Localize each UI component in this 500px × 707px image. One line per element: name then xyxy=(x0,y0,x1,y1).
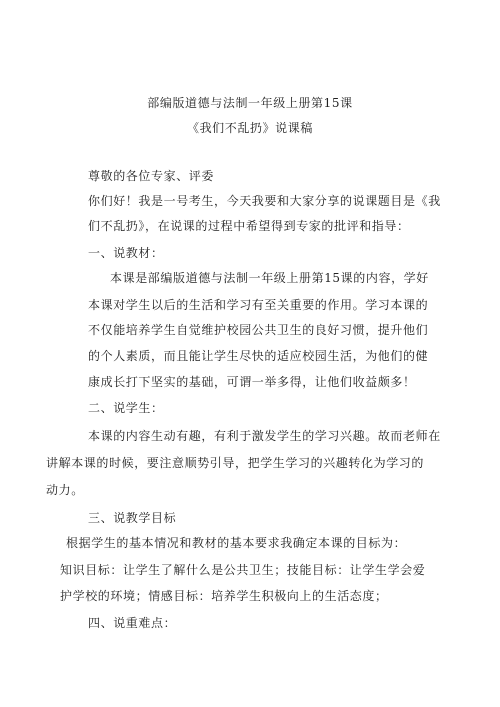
section-3-line-2: 知识目标：让学生了解什么是公共卫生；技能目标：让学生学会爱 xyxy=(60,563,426,577)
section-1-line-1: 本课是部编版道德与法制一年级上册第15课的内容，学好 xyxy=(110,271,429,285)
section-1-line-5: 康成长打下坚实的基础，可谓一举多得，让他们收益颇多！ xyxy=(88,375,416,389)
section-2-line-2: 讲解本课的时候，要注意顺势引导，把学生学习的兴趣转化为学习的 xyxy=(46,456,425,470)
section-2-line-3: 动力。 xyxy=(46,483,84,497)
section-3-line-1: 根据学生的基本情况和教材的基本要求我确定本课的目标为： xyxy=(66,536,407,550)
section-4-heading: 四、说重难点： xyxy=(88,616,177,630)
intro-line-1: 你们好！我是一号考生，今天我要和大家分享的说课题目是《我 xyxy=(88,194,441,208)
intro-line-2: 们不乱扔》，在说课的过程中希望得到专家的批评和指导： xyxy=(88,219,410,233)
section-1-line-2: 本课对学生以后的生活和学习有至关重要的作用。学习本课的 xyxy=(88,298,429,312)
greeting: 尊敬的各位专家、评委 xyxy=(88,169,215,183)
section-1-line-4: 的个人素质，而且能让学生尽快的适应校园生活，为他们的健 xyxy=(88,349,429,363)
document-title: 部编版道德与法制一年级上册第15课 xyxy=(147,96,353,110)
section-3-heading: 三、说教学目标 xyxy=(88,511,177,525)
section-1-line-3: 不仅能培养学生自觉维护校园公共卫生的良好习惯，提升他们 xyxy=(88,323,429,337)
section-1-heading: 一、说教材： xyxy=(88,246,164,260)
section-3-line-3: 护学校的环境；情感目标：培养学生积极向上的生活态度； xyxy=(60,589,388,603)
section-2-line-1: 本课的内容生动有趣，有利于激发学生的学习兴趣。故而老师在 xyxy=(88,429,441,443)
section-2-heading: 二、说学生： xyxy=(88,401,164,415)
document-subtitle: 《我们不乱扔》说课稿 xyxy=(186,121,313,135)
